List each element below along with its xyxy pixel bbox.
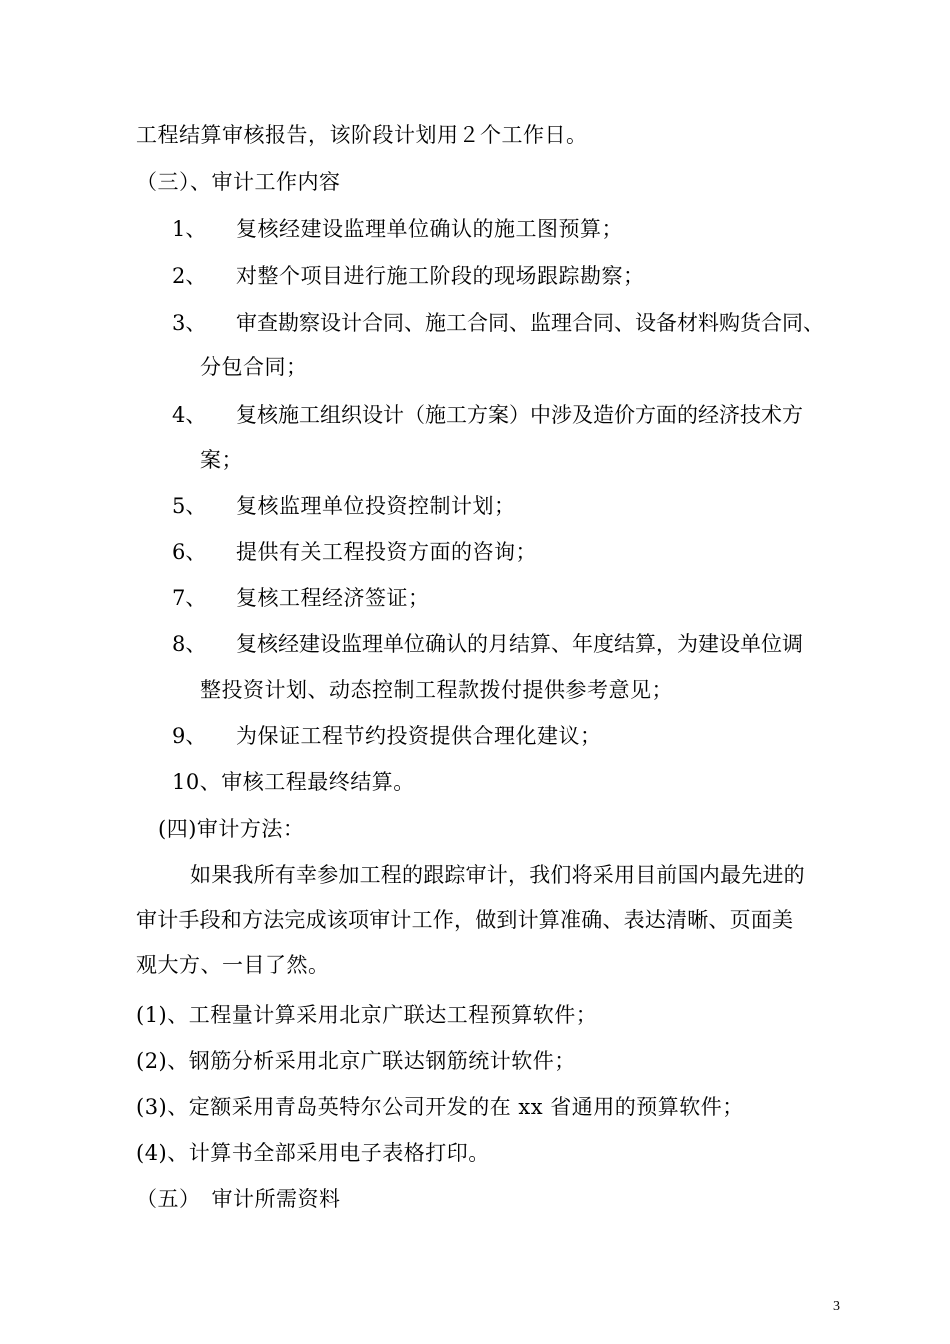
page-number: 3	[833, 1299, 840, 1314]
method-item: (2)、钢筋分析采用北京广联达钢筋统计软件；	[136, 1049, 576, 1073]
paragraph-line: 工程结算审核报告，该阶段计划用２个工作日。	[136, 123, 588, 147]
list-item-text: 为保证工程节约投资提供合理化建议；	[236, 724, 602, 748]
list-item-number: 5、	[172, 494, 207, 518]
list-item-text: 对整个项目进行施工阶段的现场跟踪勘察；	[236, 264, 645, 288]
list-item-number: 6、	[172, 540, 207, 564]
list-item-text: 审查勘察设计合同、施工合同、监理合同、设备材料购货合同、	[236, 311, 824, 335]
method-item: (4)、计算书全部采用电子表格打印。	[136, 1141, 490, 1165]
list-item-number: 1、	[172, 217, 207, 241]
list-item-text: 复核经建设监理单位确认的施工图预算；	[236, 217, 623, 241]
list-item-number: 8、	[172, 632, 207, 656]
list-item-text: 提供有关工程投资方面的咨询；	[236, 540, 537, 564]
section-heading-5: （五） 审计所需资料	[136, 1187, 341, 1211]
section-heading-3: （三）、审计工作内容	[136, 170, 341, 194]
paragraph-line: 审计手段和方法完成该项审计工作，做到计算准确、表达清晰、页面美	[136, 908, 794, 932]
paragraph-line: 观大方、一目了然。	[136, 953, 330, 977]
list-item-text: 复核监理单位投资控制计划；	[236, 494, 516, 518]
list-item-number: 3、	[172, 311, 207, 335]
list-item-text: 复核经建设监理单位确认的月结算、年度结算，为建设单位调	[236, 632, 803, 656]
list-item-continuation: 分包合同；	[200, 355, 308, 379]
list-item-number: 4、	[172, 403, 207, 427]
list-item-10: 10、审核工程最终结算。	[172, 770, 415, 794]
list-item-text: 复核工程经济签证；	[236, 586, 430, 610]
paragraph-line: 如果我所有幸参加工程的跟踪审计，我们将采用目前国内最先进的	[190, 863, 805, 887]
list-item-number: 7、	[172, 586, 207, 610]
list-item-number: 9、	[172, 724, 207, 748]
method-item: (3)、定额采用青岛英特尔公司开发的在 xx 省通用的预算软件；	[136, 1095, 744, 1119]
list-item-continuation: 整投资计划、动态控制工程款拨付提供参考意见；	[200, 678, 673, 702]
method-item: (1)、工程量计算采用北京广联达工程预算软件；	[136, 1003, 598, 1027]
list-item-continuation: 案；	[200, 448, 243, 472]
list-item-text: 复核施工组织设计（施工方案）中涉及造价方面的经济技术方	[236, 403, 803, 427]
list-item-number: 2、	[172, 264, 207, 288]
section-heading-4: (四)审计方法：	[158, 817, 305, 841]
